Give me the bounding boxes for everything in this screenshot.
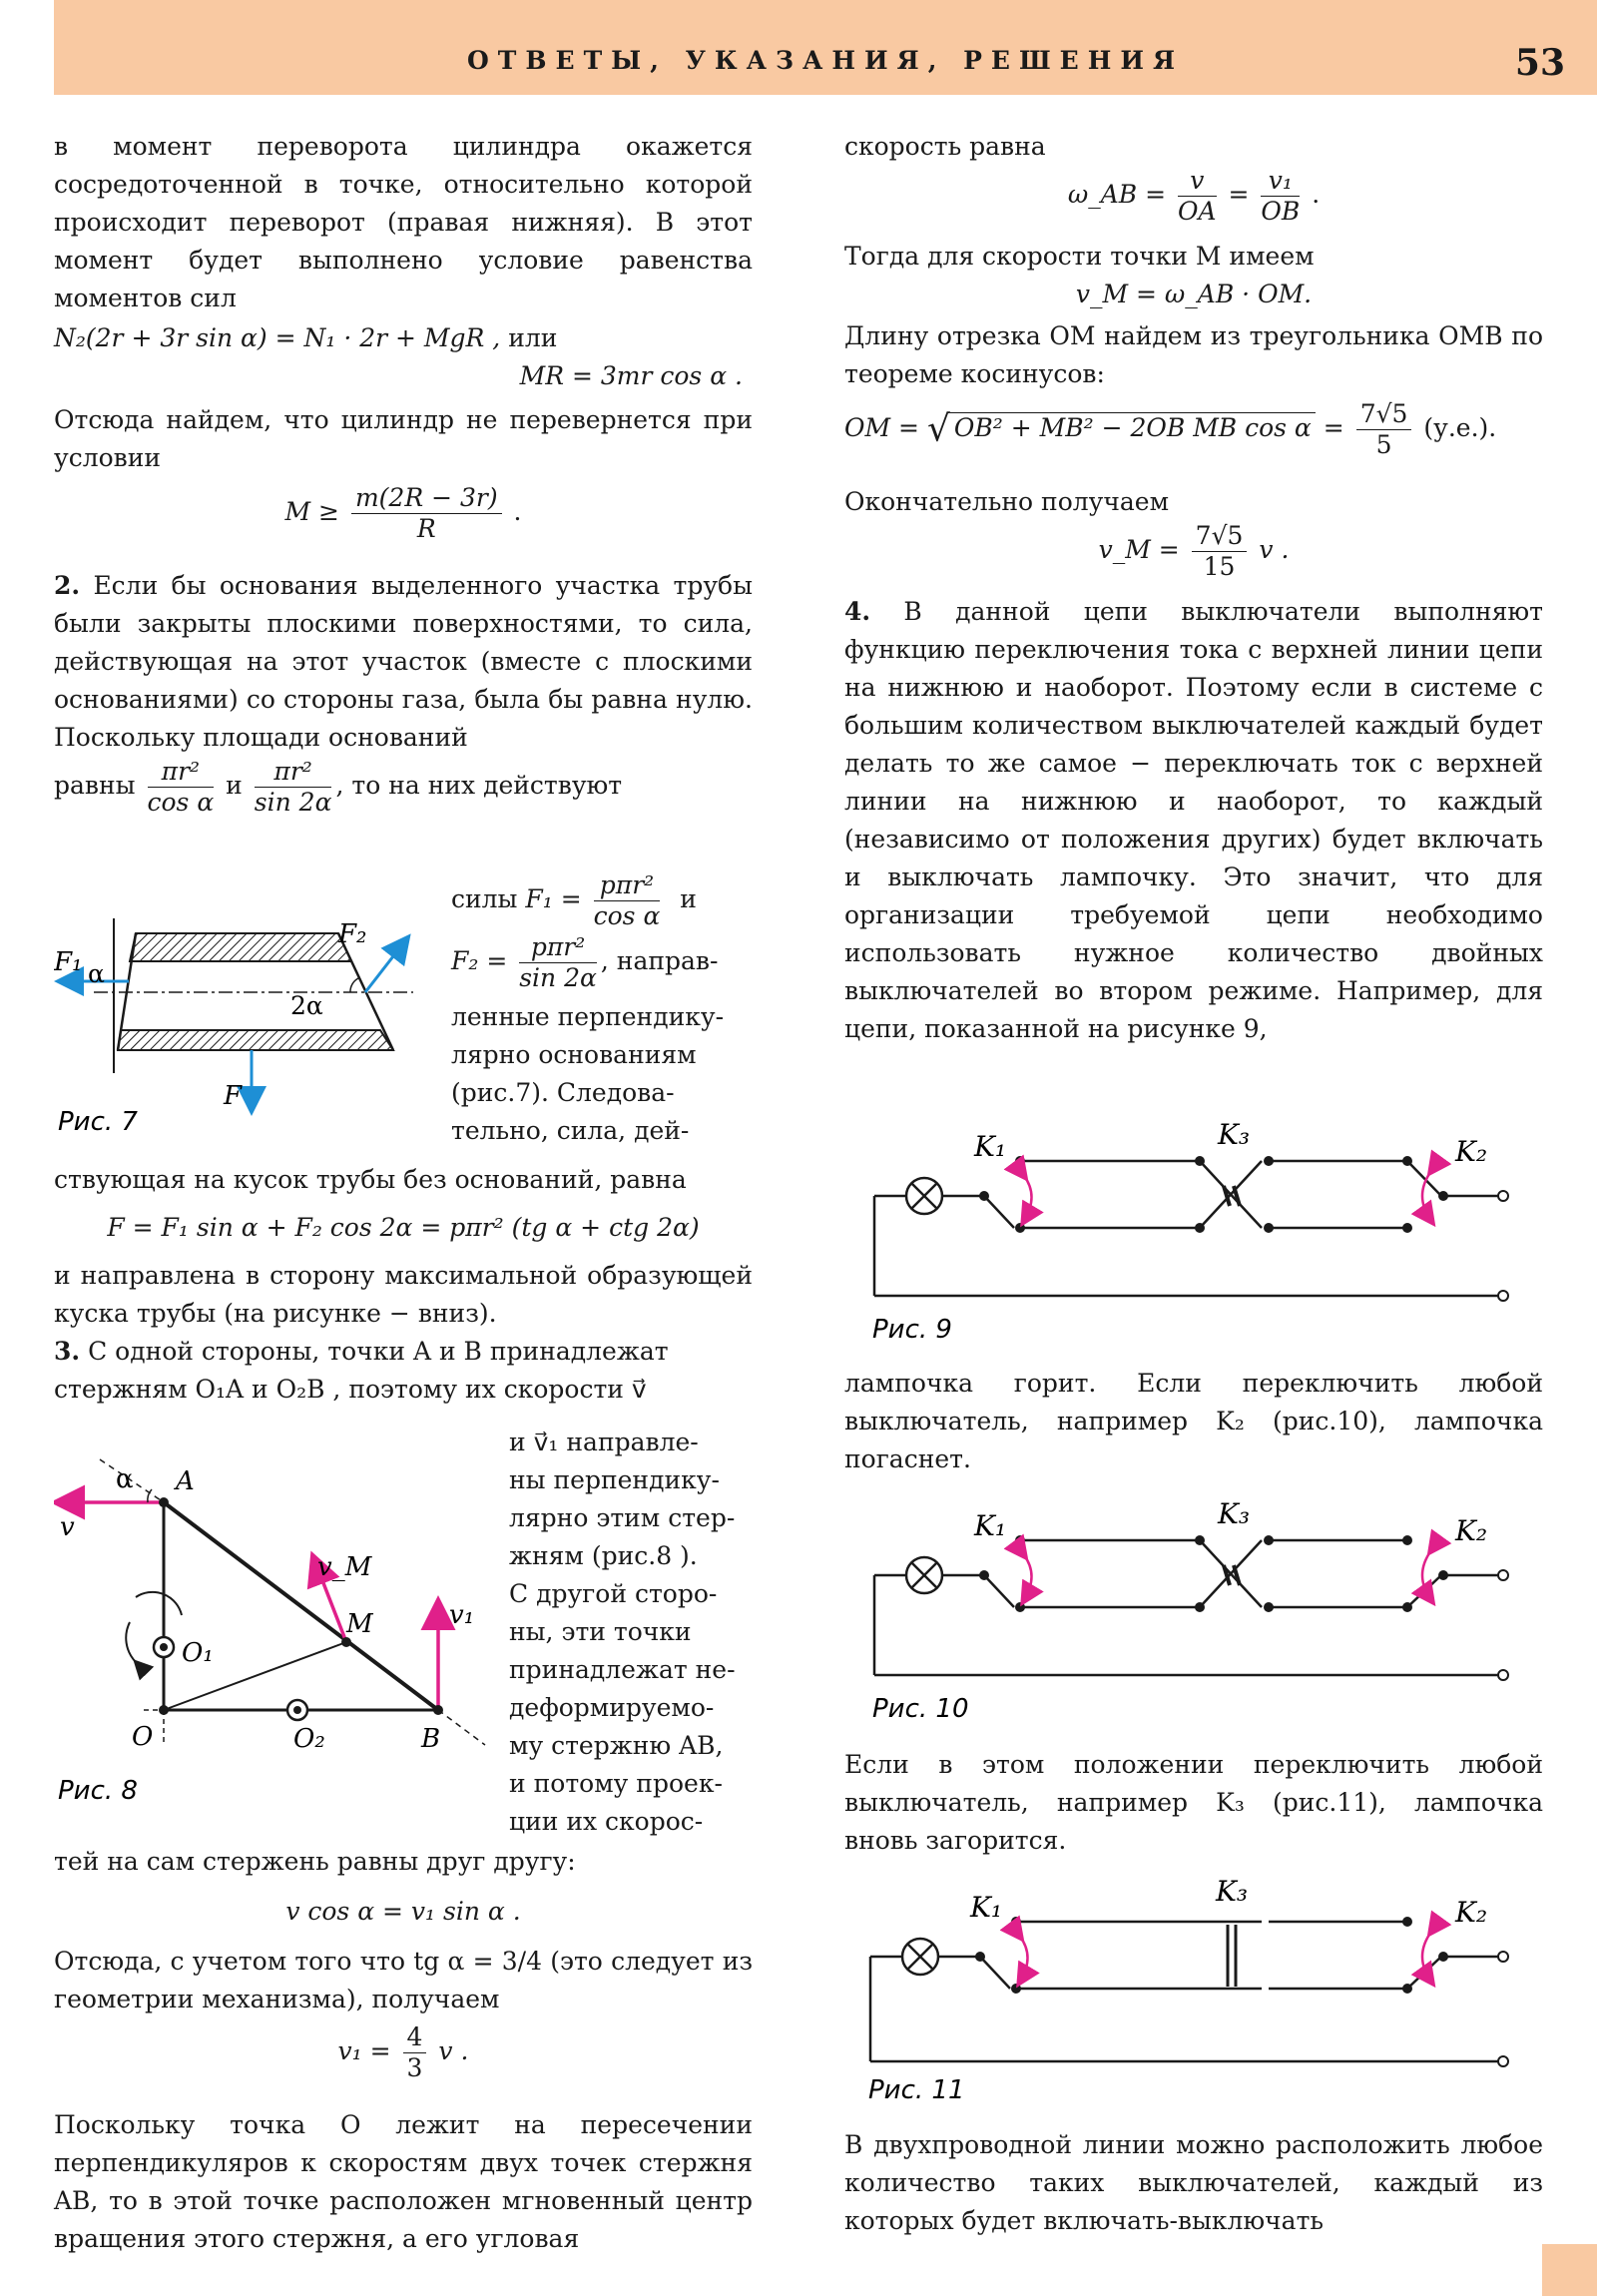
label-vM: v_M [317,1552,372,1582]
label-K2: K₂ [1455,1896,1488,1929]
paragraph: скорость равна [844,132,1046,161]
line: принадлежат не- [509,1655,736,1684]
equation: силы F₁ = $\frac{\text{pπr²}}{\text{cos α}}$ и [451,870,697,930]
switch-K2-blade [1407,1957,1441,1989]
line: и потому проек- [509,1769,723,1798]
pivot-O2-center [293,1706,301,1714]
line: му стержню AB, [509,1731,724,1760]
paragraph: В двухпроводной линии можно расположить любое количество таких выключателей, каждый из которых будет включать-выключать [844,2130,1543,2235]
contact [1438,1952,1448,1962]
switch-K1-blade [984,1575,1014,1607]
contact [1195,1156,1205,1166]
equation: N₂(2r + 3r sin α) = N₁ · 2r + MgR , или [54,323,558,352]
label-alpha: α [88,959,105,988]
equation: равны $\frac{\text{πr²}}{\text{cos α}}$ и $\frac{\text{πr²}}{\sin 2\alpha}$ , то на них действуют [54,757,623,817]
terminal [1498,1291,1508,1301]
contact [1264,1156,1274,1166]
contact [1011,1984,1021,1994]
line: ны, эти точки [509,1617,692,1646]
contact [1402,1223,1412,1233]
paragraph: Если в этом положении переключить любой выключатель, например K₃ (рис.11), лампочка вновь загорится. [844,1750,1543,1855]
figure-9 [844,1116,1543,1351]
contact [979,1191,989,1201]
rotation-arrow [126,1622,136,1662]
figure-caption: Рис. 7 [58,1107,138,1137]
terminal [1498,1191,1508,1201]
switch-K1-blade [984,1196,1014,1228]
contact [1402,1602,1412,1612]
left-column-top [54,128,753,831]
label-F1: F₁ [54,947,83,977]
right-column-bottom [844,2126,1543,2240]
paragraph: Окончательно получаем [844,487,1170,516]
terminal [1498,1952,1508,1962]
label-K1: K₁ [970,1891,1003,1924]
contact [1015,1156,1025,1166]
contact [1195,1223,1205,1233]
line: жням (рис.8 ). [509,1541,698,1570]
paragraph: 4. В данной цепи выключатели выполняют функцию переключения тока с верхней линии цепи на нижнюю и наоборот. Поэтому если в системе с большим количеством выключателей каждый будет делать то же самое − переключать ток с верхней линии на нижнюю и наоборот, то каждый (независимо от положения других) будет включать и выключать лампочку. Это значит, что для организации требуемой цепи необходимо использовать нужное количество двойных выключателей во втором режиме. Например, для цепи, показанной на рисунке 9, [844,597,1543,1043]
contact [1438,1570,1448,1580]
contact [1264,1602,1274,1612]
rod-AB [164,1502,438,1710]
equation: M ≥ $\frac{m(2R - 3r)}{R}$ . [284,483,522,543]
paragraph: Поскольку точка O лежит на пересечении перпендикуляров к скоростям двух точек стержня AB, то в этой точке расположен мгновенный центр вращения этого стержня, а его угловая [54,2110,753,2253]
label-alpha: α [116,1464,134,1494]
label-v1: v₁ [449,1600,475,1630]
rotation-arc [136,1592,182,1615]
point-A [159,1497,169,1507]
terminal [1498,1670,1508,1680]
paragraph: Отсюда, с учетом того что tg α = 3/4 (это следует из геометрии механизма), получаем [54,1947,753,2013]
pivot-O1-center [160,1643,168,1651]
figure-caption: Рис. 8 [58,1776,138,1806]
equation: OM = √ OB² + MB² − 2OB MB cos α = $\frac{7√5}{5}$ (у.е.). [844,399,1497,459]
fig7-side-text [451,870,751,1150]
equation: v_M = $\frac{7√5}{15}$ v . [1098,521,1290,581]
figure-caption: Рис. 10 [872,1694,969,1724]
label-M: M [346,1609,373,1639]
line: деформируемо- [509,1693,715,1722]
corner-tab [1542,2244,1597,2296]
page-header [54,0,1597,95]
paragraph: Отсюда найдем, что цилиндр не перевернется при условии [54,405,753,472]
left-column-middle [54,1161,753,1409]
line: ны перпендику- [509,1465,720,1494]
right-column-middle [844,1365,1543,1478]
pipe-wall-bottom [118,1030,393,1050]
point-B [433,1705,443,1715]
fig8-side-text [509,1424,754,1841]
line: (рис.7). Следова- [451,1078,675,1107]
terminal [1498,1570,1508,1580]
equation: v cos α = v₁ sin α . [285,1897,521,1926]
figure-8 [54,1428,503,1817]
label-O1: O₁ [182,1638,214,1668]
label-B: B [421,1724,441,1754]
paragraph: стержням O₁A и O₂B , поэтому их скорости v⃗ [54,1375,647,1404]
right-column-lower [844,1746,1543,1860]
contact [1264,1535,1274,1545]
point-O [159,1705,169,1715]
line: тельно, сила, дей- [451,1116,690,1145]
figure-11 [844,1877,1543,2111]
contact [1015,1223,1025,1233]
label-K3: K₃ [1218,1497,1251,1530]
contact [1015,1602,1025,1612]
contact [975,1952,985,1962]
label-O: O [132,1722,154,1752]
paragraph: лампочка горит. Если переключить любой выключатель, например K₂ (рис.10), лампочка погаснет. [844,1369,1543,1473]
switch-K1-toggle-arrow [1020,1937,1028,1982]
contact [1402,1156,1412,1166]
equation: F₂ = $\frac{\text{pπr²}}{\sin 2\alpha}$ , направ- [451,932,719,992]
page-number: 53 [1514,42,1565,84]
line: и v⃗₁ направле- [509,1428,699,1456]
dashed-line [438,1710,485,1745]
label-K3: K₃ [1216,1877,1249,1908]
paragraph: 2. Если бы основания выделенного участка трубы были закрыты плоскими поверхностями, то сила, действующая на этот участок (вместе с плоскими основаниями) со стороны газа, была бы равна нулю. Поскольку площади оснований [54,571,753,752]
equation: v_M = ω_AB · OM. [1075,280,1313,308]
contact [979,1570,989,1580]
label-A: A [176,1466,195,1496]
line: лярно основаниям [451,1040,697,1069]
equation: ω_AB = $\frac{v}{OA}$ = $\frac{\text{v₁}}{OB}$ . [1067,166,1321,226]
right-column-top [844,128,1543,1048]
label-K2: K₂ [1455,1514,1488,1547]
label-F: F [224,1081,243,1111]
line: лярно этим стер- [509,1503,736,1532]
figure-caption: Рис. 11 [868,2075,965,2105]
header-title: ОТВЕТЫ, УКАЗАНИЯ, РЕШЕНИЯ [467,46,1184,75]
paragraph: тей на сам стержень равны друг другу: [54,1847,576,1876]
paragraph: Тогда для скорости точки M имеем [844,242,1315,271]
force-F2-arrow [365,938,407,992]
line: ленные перпендику- [451,1002,725,1031]
contact [1264,1223,1274,1233]
equation: v₁ = $\frac{4}{3}$ v . [337,2022,469,2082]
pipe-wall-top [130,933,351,961]
contact [1438,1191,1448,1201]
paragraph: 3. С одной стороны, точки A и B принадлежат [54,1337,669,1366]
label-K1: K₁ [974,1130,1007,1163]
line: ции их скорос- [509,1807,704,1836]
contact [1402,1535,1412,1545]
figure-7 [54,878,443,1138]
contact [1402,1917,1412,1927]
line: С другой сторо- [509,1579,718,1608]
contact [1195,1535,1205,1545]
contact [1015,1535,1025,1545]
switch-K1-blade [980,1957,1010,1989]
label-F2: F₂ [338,919,367,949]
figure-10 [844,1495,1543,1730]
equation: F = F₁ sin α + F₂ cos 2α = pπr² (tg α + ctg 2α) [107,1213,700,1242]
label-2alpha: 2α [290,991,323,1020]
paragraph: Длину отрезка OM найдем из треугольника OMB по теореме косинусов: [844,321,1543,388]
switch-K1-toggle-arrow [1024,1555,1032,1600]
figure-caption: Рис. 9 [872,1315,952,1345]
contact [1195,1602,1205,1612]
label-K2: K₂ [1455,1135,1488,1168]
paragraph: в момент переворота цилиндра окажется сосредоточенной в точке, относительно которой происходит переворот (правая нижняя). В этот момент будет выполнено условие равенства моментов сил [54,132,753,312]
paragraph: и направлена в сторону максимальной образующей куска трубы (на рисунке − вниз). [54,1261,753,1328]
label-O2: O₂ [293,1724,325,1754]
switch-K1-toggle-arrow [1024,1176,1032,1221]
label-K1: K₁ [974,1509,1007,1542]
angle-arc [350,978,358,992]
label-K3: K₃ [1218,1118,1251,1151]
contact [1402,1984,1412,1994]
equation: MR = 3mr cos α . [519,361,743,390]
label-v: v [60,1512,75,1542]
switch-K2-blade [1407,1161,1441,1196]
contact [1011,1917,1021,1927]
paragraph: ствующая на кусок трубы без оснований, равна [54,1165,687,1194]
switch-K2-blade [1407,1575,1441,1607]
terminal [1498,2056,1508,2066]
left-column-bottom [54,1843,753,2258]
